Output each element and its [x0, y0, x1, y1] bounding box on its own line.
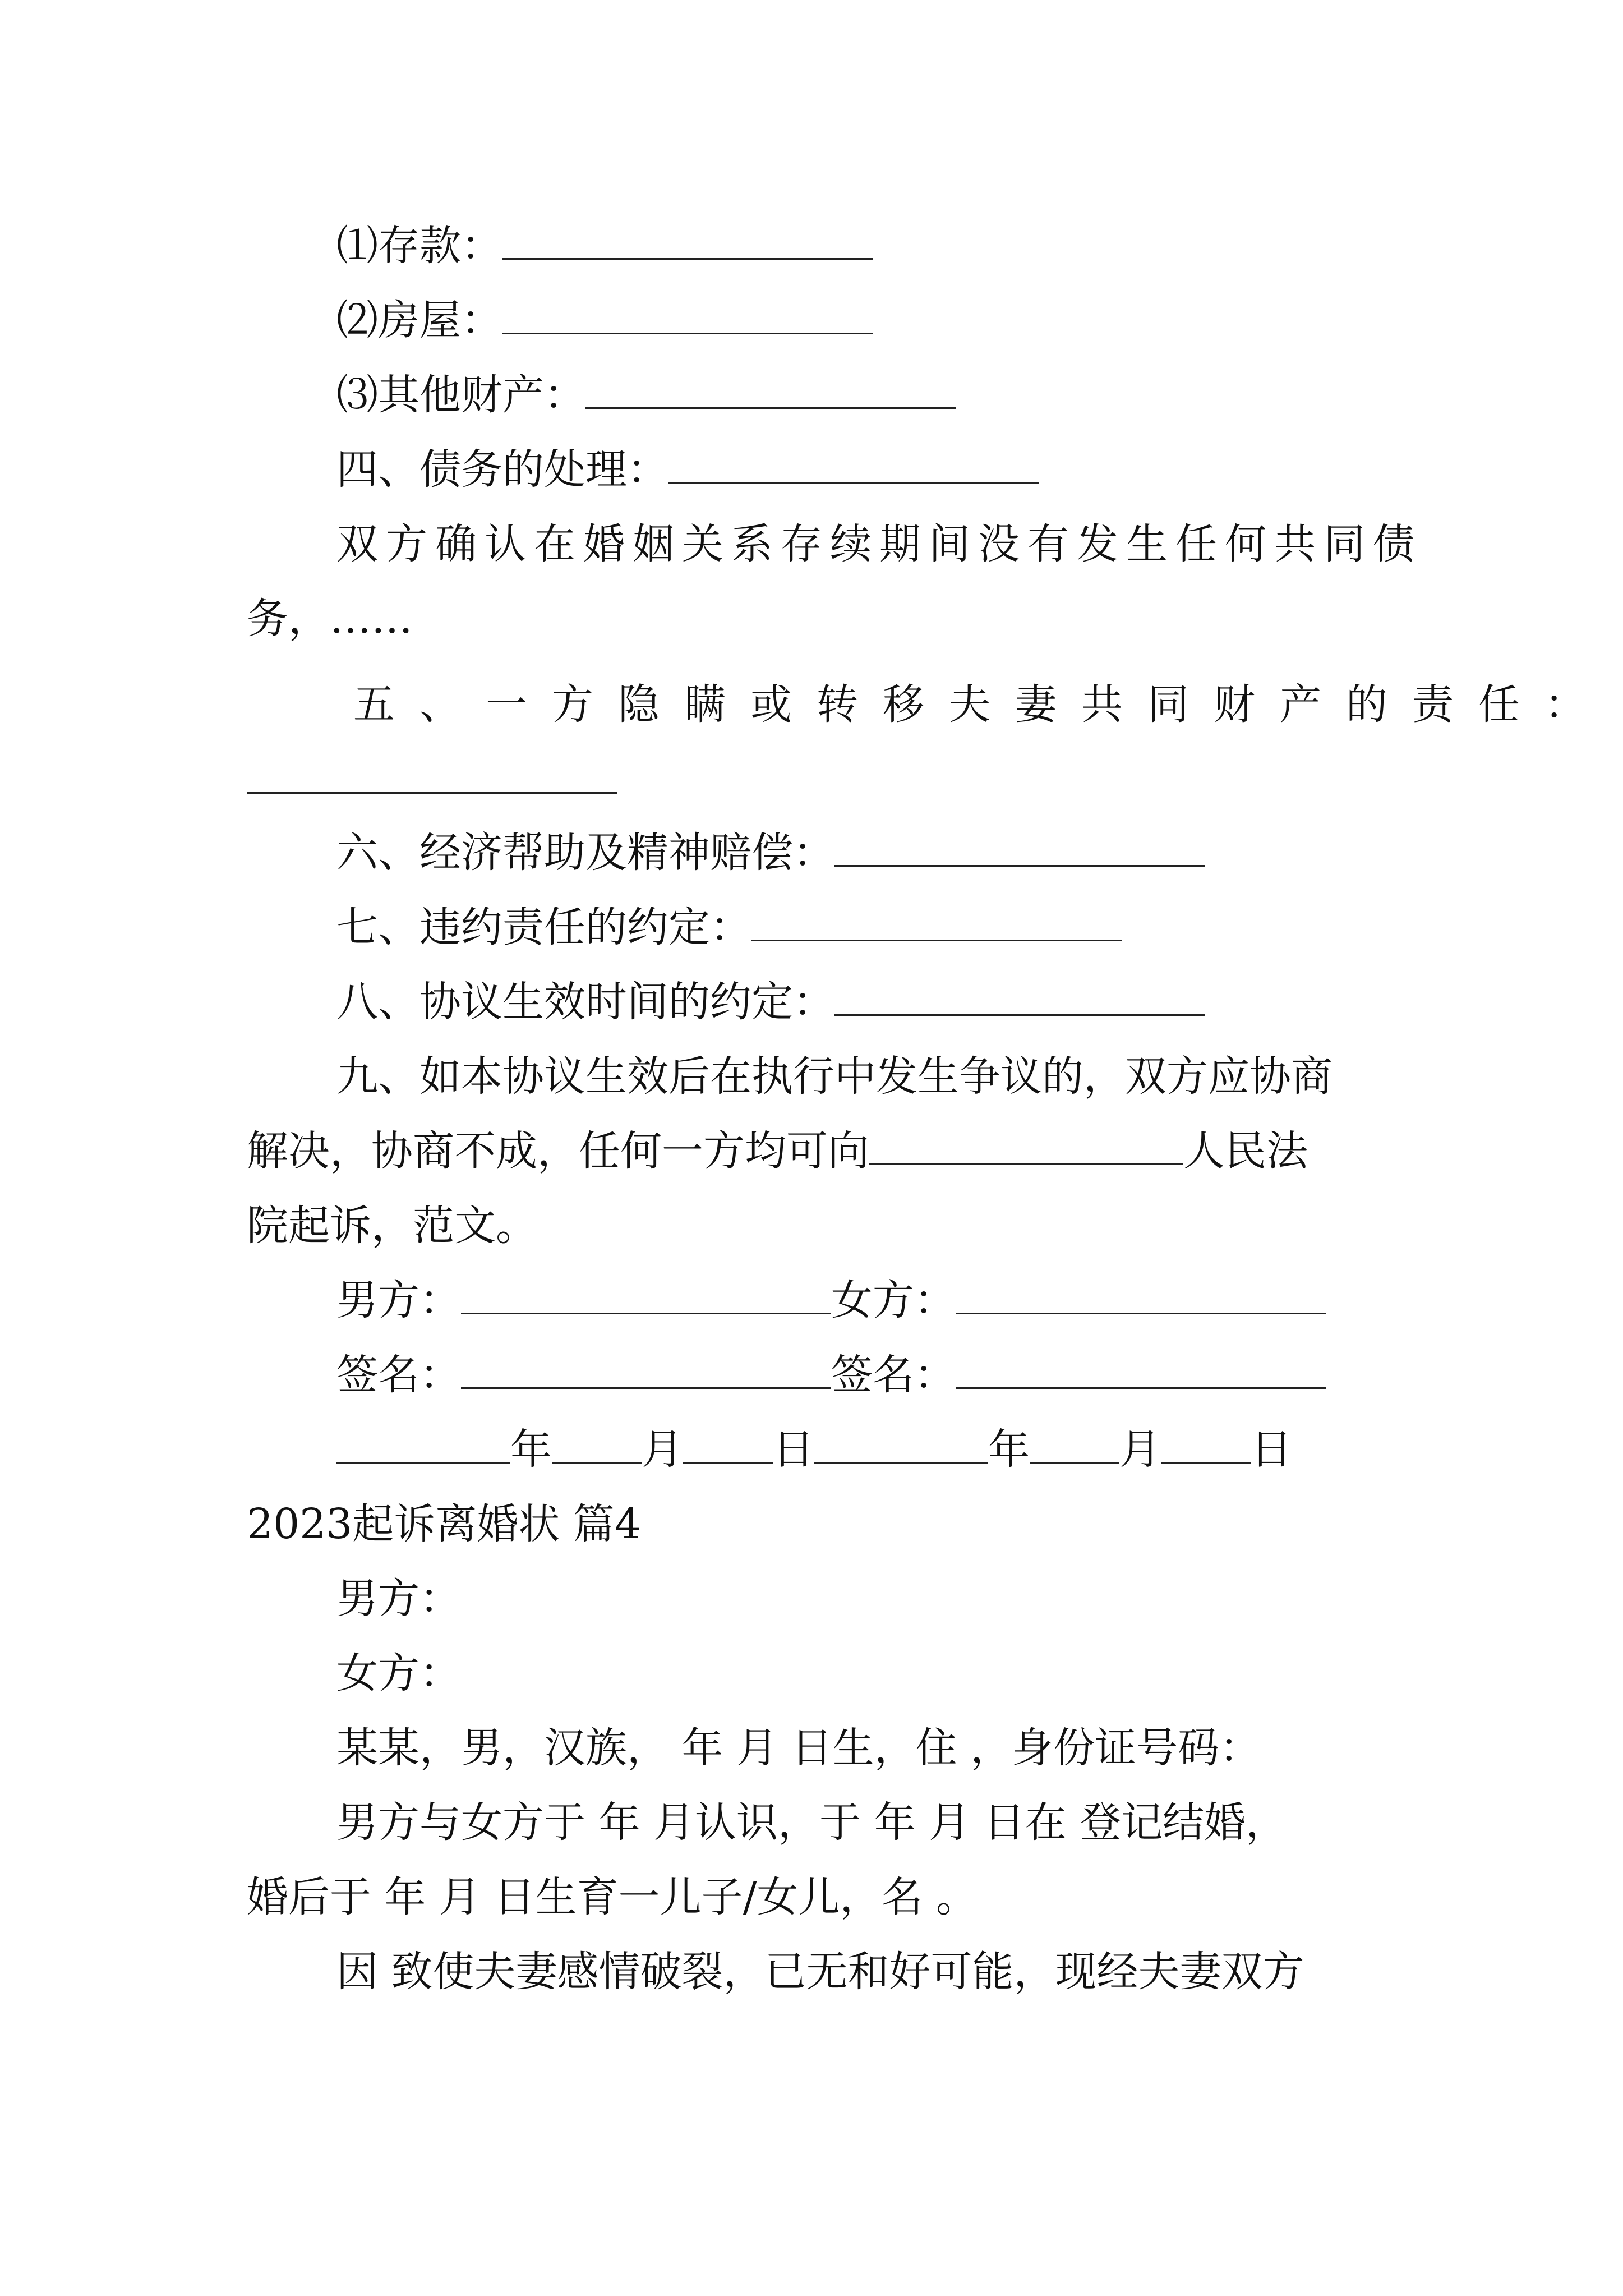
section-concealment-blank: [247, 752, 1385, 808]
blank-line: [461, 1278, 831, 1314]
blank-line: [834, 830, 1205, 867]
marriage-line-2: 婚后于 年 月 日生育一儿子/女儿，名 。: [247, 1873, 978, 1921]
blank-line: [1161, 1427, 1251, 1464]
blank-line: [751, 905, 1122, 941]
blank-line: [869, 1129, 1183, 1165]
female-sign-label: 签名：: [831, 1351, 956, 1399]
section-debt: [247, 441, 1385, 498]
section-title: 2023起诉离婚状 篇4: [247, 1500, 641, 1548]
signature-date-row: [247, 1421, 1385, 1478]
section-dispute-text-b: 人民法: [1183, 1127, 1308, 1175]
section-breach-label: 七、违约责任的约定：: [336, 903, 751, 951]
signature-sign-row: [247, 1347, 1385, 1403]
item-deposit: [247, 218, 1385, 274]
person-info: 某某，男，汉族， 年 月 日生，住 ，身份证号码：: [336, 1724, 1261, 1772]
male-sign-label: 签名：: [336, 1351, 461, 1399]
item-house: [247, 292, 1385, 348]
blank-line: [247, 757, 617, 794]
blank-line: [336, 1427, 510, 1464]
blank-line: [814, 1427, 988, 1464]
section-compensation: [247, 825, 1385, 881]
date-year: 年: [988, 1425, 1030, 1474]
female-party-label: 女方：: [831, 1276, 956, 1324]
blank-line: [956, 1278, 1326, 1314]
item-house-label: ⑵房屋：: [336, 296, 502, 344]
date-day: 日: [1251, 1425, 1292, 1474]
section-debt-body-2: 务，……: [247, 595, 413, 643]
blank-line: [552, 1427, 642, 1464]
date-month: 月: [1119, 1425, 1161, 1474]
plaintiff-male: 男方：: [336, 1575, 461, 1623]
date-day: 日: [773, 1425, 814, 1474]
item-other-property: [247, 367, 1385, 423]
plaintiff-female: 女方：: [336, 1649, 461, 1697]
blank-line: [956, 1352, 1326, 1389]
item-other-property-label: ⑶其他财产：: [336, 371, 585, 419]
blank-line: [668, 447, 1039, 484]
blank-line: [834, 979, 1205, 1016]
blank-line: [1030, 1427, 1119, 1464]
date-year: 年: [510, 1425, 552, 1474]
section-compensation-label: 六、经济帮助及精神赔偿：: [336, 829, 834, 877]
blank-line: [461, 1352, 831, 1389]
section-effective-time: [247, 974, 1385, 1030]
blank-line: [502, 298, 873, 334]
section-dispute-line-2: [247, 1123, 1385, 1179]
section-effective-time-label: 八、协议生效时间的约定：: [336, 978, 834, 1026]
signature-parties-row: [247, 1272, 1385, 1328]
blank-line: [683, 1427, 773, 1464]
reason-line: 因 致使夫妻感情破裂，已无和好可能，现经夫妻双方: [336, 1948, 1304, 1996]
marriage-line-1: 男方与女方于 年 月认识，于 年 月 日在 登记结婚，: [336, 1798, 1288, 1847]
blank-line: [585, 372, 956, 409]
section-breach: [247, 899, 1385, 955]
blank-line: [502, 223, 873, 260]
male-party-label: 男方：: [336, 1276, 461, 1324]
section-debt-body-1: 双方确认在婚姻关系存续期间没有发生任何共同债: [336, 520, 1422, 568]
section-dispute-text-a: 解决，协商不成，任何一方均可向: [247, 1127, 869, 1175]
section-dispute-line-3: 院起诉，范文。: [247, 1202, 537, 1250]
section-dispute-line-1: 九、如本协议生效后在执行中发生争议的，双方应协商: [336, 1052, 1332, 1101]
date-month: 月: [642, 1425, 683, 1474]
item-deposit-label: ⑴存款：: [336, 222, 502, 270]
section-debt-label: 四、债务的处理：: [336, 445, 668, 494]
section-concealment: 五、一方隐瞒或转移夫妻共同财产的责任：: [353, 680, 1611, 729]
